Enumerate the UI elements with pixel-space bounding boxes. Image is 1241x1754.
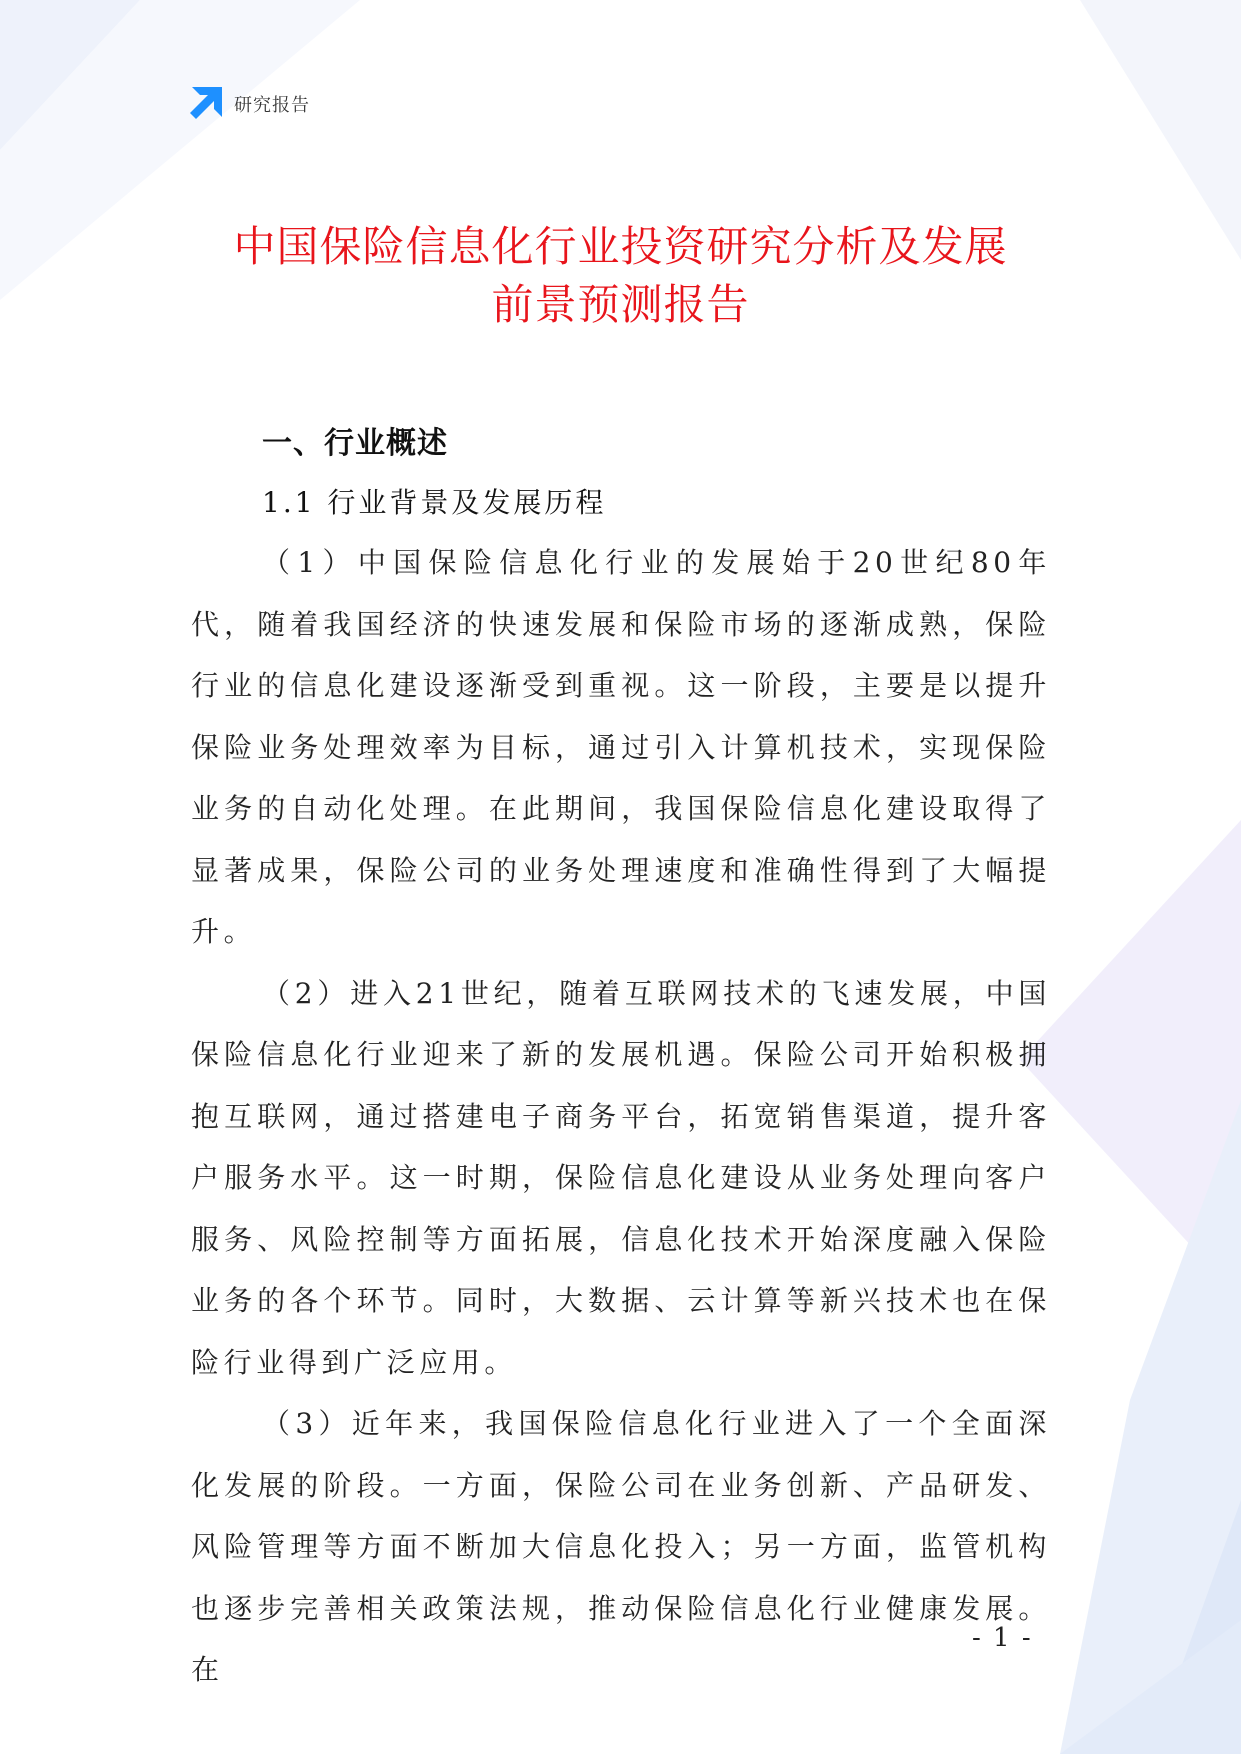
- subsection-heading: 1.1 行业背景及发展历程: [262, 486, 607, 519]
- document-title-line-1: 中国保险信息化行业投资研究分析及发展: [233, 222, 1008, 271]
- document-title-line-2: 前景预测报告: [491, 280, 750, 329]
- document-title: [160, 218, 1081, 334]
- paragraph-2: （2）进入21世纪，随着互联网技术的飞速发展，中国保险信息化行业迎来了新的发展机遇。保险公司开始积极拥抱互联网，通过搭建电子商务平台，拓宽销售渠道，提升客户服务水平。这一时期，保险信息化建设从业务处理向客户服务、风险控制等方面拓展，信息化技术开始深度融入保险业务的各个环节。同时，大数据、云计算等新兴技术也在保险行业得到广泛应用。: [191, 976, 1051, 1379]
- report-header: [188, 86, 310, 122]
- diagonal-arrow-logo-icon: [188, 87, 222, 121]
- header-label: 研究报告: [234, 95, 310, 116]
- paragraph-1: （1）中国保险信息化行业的发展始于20世纪80年代，随着我国经济的快速发展和保险市场的逐渐成熟，保险行业的信息化建设逐渐受到重视。这一阶段，主要是以提升保险业务处理效率为目标，通过引入计算机技术，实现保险业务的自动化处理。在此期间，我国保险信息化建设取得了显著成果，保险公司的业务处理速度和准确性得到了大幅提升。: [191, 546, 1051, 948]
- paragraph-3: （3）近年来，我国保险信息化行业进入了一个全面深化发展的阶段。一方面，保险公司在业务创新、产品研发、风险管理等方面不断加大信息化投入；另一方面，监管机构也逐步完善相关政策法规，推动保险信息化行业健康发展。在: [191, 1407, 1051, 1686]
- body-text: [191, 532, 1051, 1701]
- page-number: - 1 -: [972, 1623, 1033, 1653]
- section-heading: 一、行业概述: [262, 426, 448, 461]
